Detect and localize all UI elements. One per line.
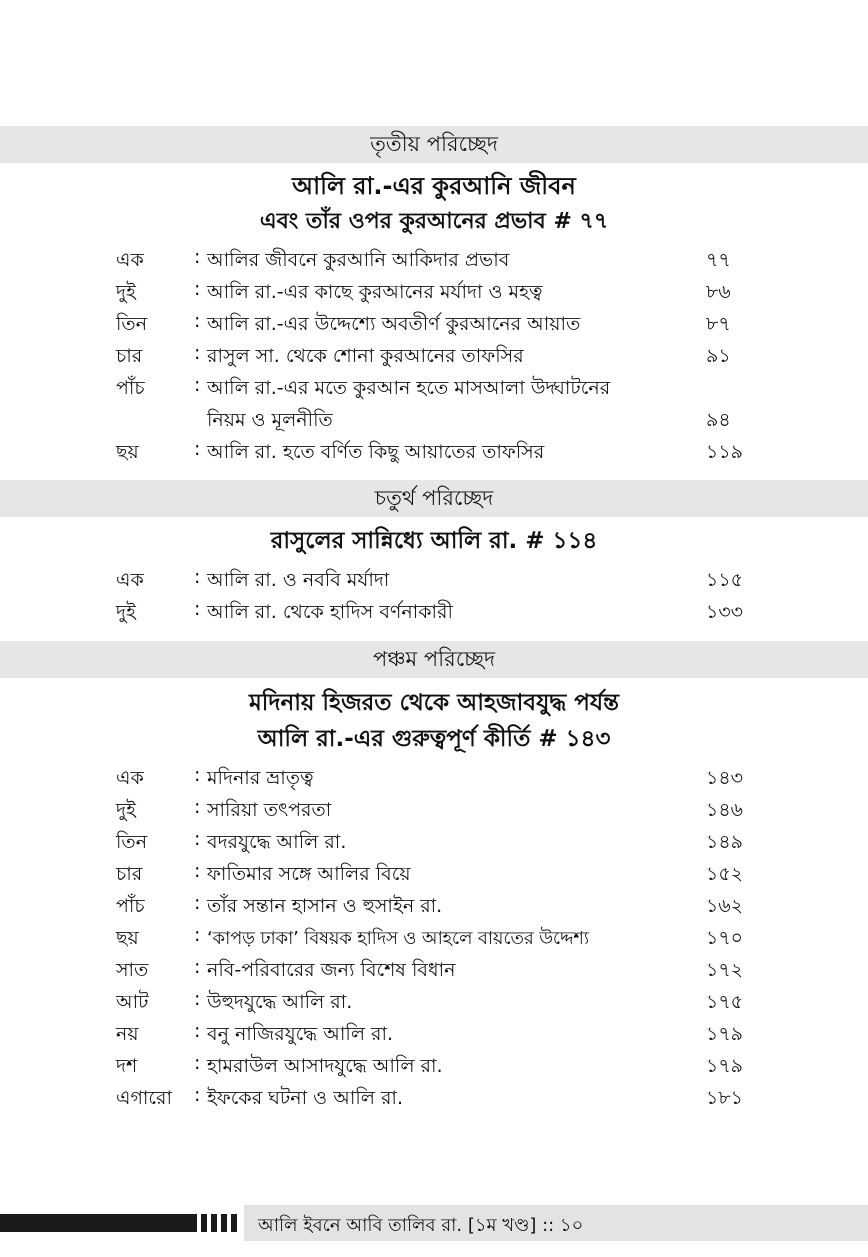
entry-title: নবি-পরিবারের জন্য বিশেষ বিধান: [207, 959, 456, 981]
entry-ordinal: দশ: [116, 1055, 138, 1077]
entry-title: ফাতিমার সঙ্গে আলির বিয়ে: [207, 863, 411, 885]
toc-entry: [0, 988, 868, 1020]
entry-ordinal: তিন: [116, 313, 148, 335]
entry-page: ১৪৬: [706, 799, 744, 821]
entry-title: আলির জীবনে কুরআনি আকিদার প্রভাব: [207, 249, 510, 271]
entry-ordinal: দুই: [116, 601, 136, 623]
entry-title: নিয়ম ও মূলনীতি: [207, 409, 333, 431]
entry-separator: :: [194, 246, 201, 268]
entry-page: ১৭৫: [706, 991, 744, 1013]
entry-title: আলি রা.-এর কাছে কুরআনের মর্যাদা ও মহত্ব: [207, 281, 543, 303]
entry-separator: :: [194, 1084, 201, 1106]
entry-ordinal: নয়: [116, 1023, 139, 1045]
entry-page: ১৩৩: [706, 601, 744, 623]
entry-ordinal: এক: [116, 767, 144, 789]
entry-title: আলি রা.-এর মতে কুরআন হতে মাসআলা উদ্ঘাটনের: [207, 377, 611, 399]
entry-ordinal: ছয়: [116, 927, 139, 949]
toc-entry: [0, 956, 868, 988]
entry-separator: :: [194, 278, 201, 300]
chapter-band: [0, 641, 868, 678]
entry-separator: :: [194, 342, 201, 364]
entry-separator: :: [194, 860, 201, 882]
entry-ordinal: দুই: [116, 281, 136, 303]
entry-page: ১৫২: [706, 863, 744, 885]
toc-entry: [0, 892, 868, 924]
entry-page: ১৬২: [706, 895, 744, 917]
toc-entry: [0, 1020, 868, 1052]
chapter-band: [0, 480, 868, 517]
entry-separator: :: [194, 1020, 201, 1042]
section-heading: মদিনায় হিজরত থেকে আহজাবযুদ্ধ পর্যন্ত: [249, 690, 619, 716]
entry-page: ১৭৯: [706, 1023, 744, 1045]
entry-title: উহুদযুদ্ধে আলি রা.: [207, 991, 353, 1013]
entry-ordinal: পাঁচ: [116, 895, 145, 917]
entry-page: ১৪৯: [706, 831, 743, 853]
entry-ordinal: এগারো: [116, 1087, 173, 1109]
entry-ordinal: চার: [116, 345, 143, 367]
section-heading: আলি রা.-এর কুরআনি জীবন: [292, 172, 576, 200]
entry-title: বনু নাজিরযুদ্ধে আলি রা.: [207, 1023, 394, 1045]
entry-title: ‘কাপড় ঢাকা’ বিষয়ক হাদিস ও আহলে বায়তের উদ্দেশ্য: [207, 928, 589, 949]
footer-running-title: আলি ইবনে আবি তালিব রা. [১ম খণ্ড] :: ১০: [258, 1215, 584, 1236]
entry-ordinal: তিন: [116, 831, 148, 853]
entry-separator: :: [194, 988, 201, 1010]
entry-title: আলি রা. হতে বর্ণিত কিছু আয়াতের তাফসির: [207, 441, 545, 463]
entry-page: ৭৭: [706, 249, 731, 271]
entry-separator: :: [194, 764, 201, 786]
entry-title: ইফকের ঘটনা ও আলি রা.: [207, 1087, 403, 1109]
chapter-title: চতুর্থ পরিচ্ছেদ: [374, 486, 494, 510]
entry-page: ১৭২: [706, 959, 744, 981]
entry-title: আলি রা.-এর উদ্দেশ্যে অবতীর্ণ কুরআনের আয়াত: [207, 313, 581, 335]
entry-title: তাঁর সন্তান হাসান ও হুসাইন রা.: [207, 895, 443, 917]
entry-title: বদরযুদ্ধে আলি রা.: [207, 831, 347, 853]
toc-entry: [0, 374, 868, 406]
entry-title: আলি রা. থেকে হাদিস বর্ণনাকারী: [207, 601, 453, 623]
page-footer: [0, 1205, 868, 1241]
entry-page: ১৭০: [706, 927, 744, 949]
entry-page: ১৪৩: [706, 767, 744, 789]
entry-page: ১৭৯: [706, 1055, 744, 1077]
section-heading: এবং তাঁর ওপর কুরআনের প্রভাব # ৭৭: [259, 209, 609, 234]
entry-page: ১১৯: [706, 441, 743, 463]
toc-entry: [0, 796, 868, 828]
entry-page: ৮৭: [706, 313, 731, 335]
entry-ordinal: দুই: [116, 799, 136, 821]
entry-title: রাসুল সা. থেকে শোনা কুরআনের তাফসির: [207, 345, 524, 367]
entry-ordinal: সাত: [116, 959, 149, 981]
toc-entry: [0, 566, 868, 598]
toc-entry: [0, 828, 868, 860]
toc-entry: [0, 764, 868, 796]
chapter-band: [0, 126, 868, 163]
entry-ordinal: আট: [116, 991, 149, 1013]
entry-ordinal: ছয়: [116, 441, 139, 463]
entry-separator: :: [194, 310, 201, 332]
toc-entry: [0, 246, 868, 278]
footer-bar-marks: [201, 1214, 241, 1232]
entry-separator: :: [194, 566, 201, 588]
section-heading: আলি রা.-এর গুরুত্বপূর্ণ কীর্তি # ১৪৩: [257, 726, 611, 752]
entry-ordinal: এক: [116, 569, 144, 591]
entry-separator: :: [194, 374, 201, 396]
entry-title: মদিনার ভ্রাতৃত্ব: [207, 767, 314, 789]
section-heading: রাসুলের সান্নিধ্যে আলি রা. # ১১৪: [270, 528, 598, 554]
entry-ordinal: পাঁচ: [116, 377, 145, 399]
entry-title: হামরাউল আসাদযুদ্ধে আলি রা.: [207, 1055, 443, 1077]
entry-page: ৯১: [706, 345, 731, 367]
entry-ordinal: এক: [116, 249, 144, 271]
entry-title: আলি রা. ও নববি মর্যাদা: [207, 569, 390, 591]
footer-rule: [0, 1214, 197, 1232]
entry-separator: :: [194, 796, 201, 818]
toc-entry: [0, 924, 868, 956]
toc-entry: [0, 310, 868, 342]
entry-separator: :: [194, 1052, 201, 1074]
entry-page: ৮৬: [706, 281, 731, 303]
toc-entry: [0, 860, 868, 892]
entry-page: ৯৪: [706, 409, 731, 431]
entry-separator: :: [194, 598, 201, 620]
entry-separator: :: [194, 892, 201, 914]
entry-separator: :: [194, 956, 201, 978]
toc-entry: [0, 598, 868, 630]
entry-page: ১১৫: [706, 569, 743, 591]
entry-separator: :: [194, 828, 201, 850]
toc-entry: [0, 278, 868, 310]
toc-entry: [0, 342, 868, 374]
toc-entry-continuation: [0, 406, 868, 438]
chapter-title: তৃতীয় পরিচ্ছেদ: [370, 132, 498, 156]
chapter-title: পঞ্চম পরিচ্ছেদ: [372, 647, 496, 671]
entry-ordinal: চার: [116, 863, 143, 885]
entry-separator: :: [194, 438, 201, 460]
entry-title: সারিয়া তৎপরতা: [207, 799, 332, 821]
toc-entry: [0, 438, 868, 470]
entry-page: ১৮১: [706, 1087, 743, 1109]
toc-entry: [0, 1084, 868, 1116]
entry-separator: :: [194, 924, 201, 946]
toc-entry: [0, 1052, 868, 1084]
